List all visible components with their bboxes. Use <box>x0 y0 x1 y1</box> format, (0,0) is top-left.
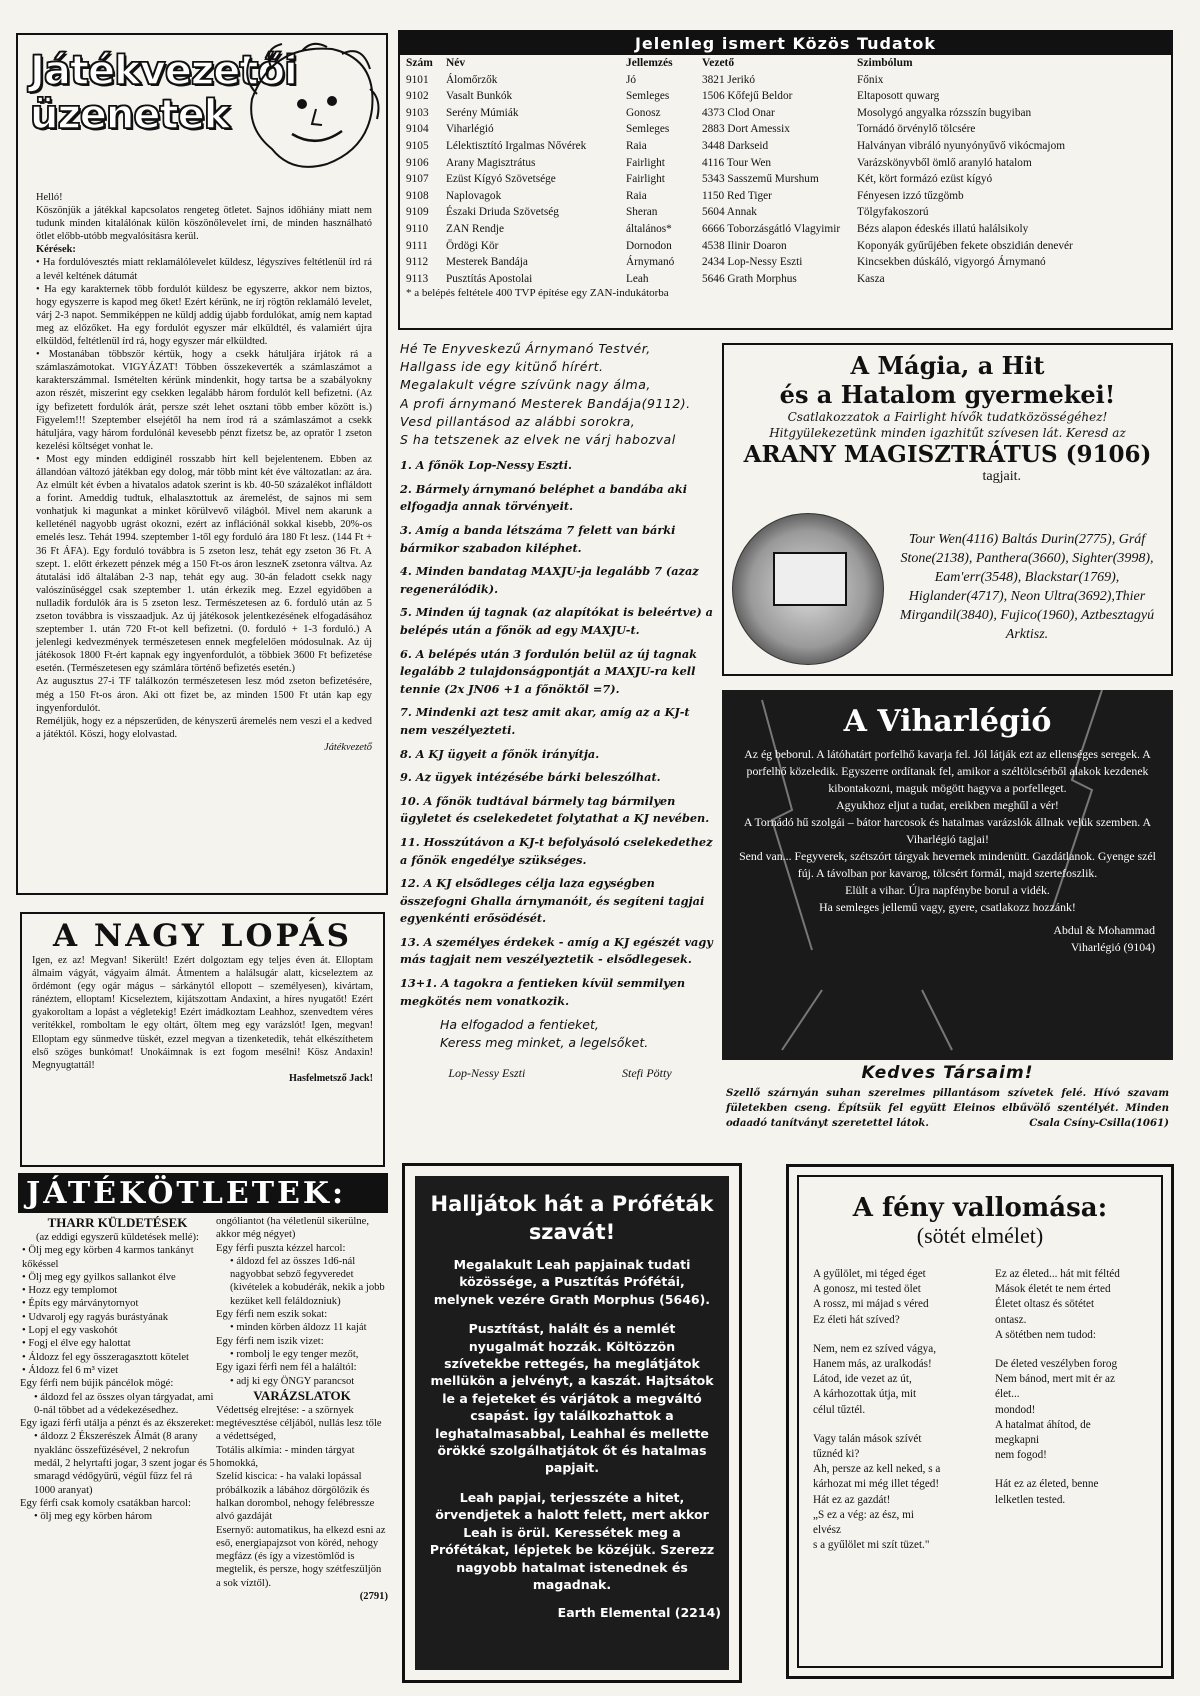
gm-paragraph: • Ha egy karakternek több fordulót küldesz be egyszerre, akkor nem biztos, hogy egyszerre is kapod meg őket! Ezért kérünk, ne írj rögtön reklamáló levelet, várj 2-3 napot. Semmiképpen ne küldj addig újabb fordulókat, amíg nem kaptad meg az előzőket. Ha egy fordulót egyszer már elküldtél, és valamiért újra elküldöd, feltétlenül írd rá, hogy egyszer már elküldted. <box>36 283 372 348</box>
great-theft-box <box>20 912 385 1167</box>
game-idea-line: (2791) <box>359 1591 388 1603</box>
gm-paragraph: Helló! <box>36 192 63 203</box>
light-confession-frame <box>797 1175 1163 1668</box>
column-header: Szimbólum <box>857 57 913 69</box>
great-theft-signature: Hasfelmetsző Jack! <box>288 1072 373 1084</box>
magistrate-members-label: tagjait. <box>982 469 1021 484</box>
table-cell: Pusztítás Apostolai <box>446 272 533 285</box>
table-cell: Kincsekben dúskáló, vigyorgó Árnymanó <box>857 256 1046 269</box>
game-idea-line: • Ölj meg egy körben 4 karmos tankányt kőkéssel <box>22 1245 194 1270</box>
game-idea-line: • áldozd fel az összes 1d6-nál nagyobbat sebző fegyveredet (kivételek a kobudérák, nekik a jobb kezüket kell feláldozniuk) <box>230 1255 385 1307</box>
poem-line: Vagy talán mások szívét <box>813 1432 922 1445</box>
storm-legion-text <box>722 740 1173 922</box>
table-cell: Naplovagok <box>446 189 502 202</box>
table-cell: Eltaposott quwarg <box>857 90 940 103</box>
poem-line: mondod! <box>995 1403 1036 1416</box>
table-cell: Leah <box>626 272 649 285</box>
poem-line: nem fogod! <box>995 1449 1047 1462</box>
poem-line: s a gyűlölet mi szít tüzet." <box>813 1539 930 1552</box>
poem-line: Hát ez az életed, benne <box>995 1478 1099 1491</box>
table-cell: Mosolygó angyalka rózsszín bugyiban <box>857 106 1032 119</box>
dear-companions-signature: Csala Csíny-Csilla(1061) <box>1029 1117 1169 1129</box>
dear-companions-body <box>722 1084 1173 1133</box>
poem-line: Mások életét te nem érted <box>995 1283 1111 1296</box>
table-cell: Fairlight <box>626 173 665 186</box>
poem-line: élet... <box>995 1388 1020 1401</box>
band-rule: 2. Bármely árnymanó beléphet a bandába aki elfogadja annak törvényeit. <box>400 481 687 514</box>
column-header: Vezető <box>702 57 735 69</box>
table-row <box>406 155 1167 172</box>
gm-signature: Játékvezető <box>324 741 372 753</box>
game-idea-line: Egy igazi férfi utálja a pénzt és az ékszereket: <box>20 1418 215 1430</box>
band-rule: 7. Mindenki azt tesz amit akar, amíg az a KJ-t nem veszélyezteti. <box>400 705 690 737</box>
magistrate-name: ARANY MAGISZTRÁTUS (9106) <box>743 441 1152 468</box>
table-row <box>406 88 1167 105</box>
magistrate-title-line1: A Mágia, a Hit <box>850 351 1045 380</box>
table-cell: Jó <box>626 73 637 86</box>
gm-requests-heading: Kérések: <box>36 244 76 256</box>
game-idea-line: • Fogj el élve egy halottat <box>22 1338 131 1350</box>
game-idea-line: • Áldozz fel 6 m³ vizet <box>22 1364 119 1376</box>
game-idea-line: Védettség elrejtése: - a szörnyek megtévesztése céljából, nullás lesz tőle a védettséged, <box>216 1404 382 1443</box>
band-rule: 5. Minden új tagnak (az alapítókat is beleértve) a belépés után a főnök ad egy MAXJU-t. <box>400 605 713 637</box>
game-idea-line: VARÁZSLATOK <box>253 1387 351 1403</box>
game-idea-line: (az eddigi egyszerű küldetések mellé): <box>36 1232 199 1243</box>
table-cell: 2883 Dort Amessix <box>702 123 790 136</box>
poem-subtitle: (sötét elmélet) <box>916 1223 1044 1248</box>
gm-paragraph: • Ha fordulóvesztés miatt reklamálólevelet küldesz, légyszíves feltétlenül írd rá a levél keltének dátumát <box>36 257 372 282</box>
stanza-gap <box>995 1463 1155 1477</box>
poem-line: A gonosz, mi tested ölet <box>813 1283 921 1296</box>
table-row <box>406 204 1167 221</box>
prophets-text <box>415 1256 729 1593</box>
collective-minds-title: Jelenleg ismert Közös Tudatok <box>400 32 1171 55</box>
table-cell: Semleges <box>626 90 670 103</box>
table-cell: Viharlégió <box>446 123 494 136</box>
prophets-title-line: szavát! <box>528 1220 616 1244</box>
game-idea-line: ongóliantot (ha véletlenül sikerülne, akkor még négyet) <box>216 1216 369 1241</box>
game-idea-line: • Lopj el egy vaskohót <box>22 1325 118 1337</box>
wizard-portrait-icon <box>232 39 382 179</box>
game-idea-line: Egy igazi férfi nem fél a haláltól: <box>216 1362 357 1374</box>
column-header: Név <box>446 57 466 69</box>
table-cell: Arany Magisztrátus <box>446 156 536 169</box>
gm-paragraph: Reméljük, hogy ez a népszerűden, de kényszerű áremelés nem veszi el a kedved a játéktól. Köszi, hogy elolvastad. <box>36 715 372 740</box>
game-idea-line: Egy férfi nem iszik vizet: <box>216 1335 324 1347</box>
band-rule: 4. Minden bandatag MAXJU-ja legalább 7 (azaz regenerálódik). <box>400 564 699 596</box>
spellbook-emblem-icon <box>732 513 884 665</box>
signature: Lop-Nessy Eszti <box>448 1066 526 1081</box>
storm-legion-paragraph: A Tornádó hű szolgái – bátor harcosok és hatalmas varázslók állnak velük szemben. A Viharlégió tagjai! <box>743 815 1152 846</box>
intro-line: Megalakult végre szívünk nagy álma, <box>400 377 651 393</box>
prophets-paragraph: Megalakult Leah papjainak tudati közössége, a Pusztítás Prófétái, melynek vezére Grath Morphus (5646). <box>433 1257 711 1307</box>
poem-line: A sötétben nem tudod: <box>995 1328 1096 1341</box>
table-cell: Raia <box>626 139 647 152</box>
poem-line: Nem bánod, mert mit ér az <box>995 1373 1115 1386</box>
poem-title: A fény vallomása: <box>852 1193 1108 1223</box>
thieves-band-intro <box>400 340 720 449</box>
intro-line: A profi árnymanó Mesterek Bandája(9112). <box>400 395 691 411</box>
game-idea-line: • ölj meg egy körben három <box>34 1511 153 1523</box>
table-cell: 1506 Kőfejű Beldor <box>702 90 793 103</box>
game-ideas-column-1 <box>20 1215 215 1685</box>
column-header: Szám <box>406 57 433 69</box>
poem-line: Hát ez az gazdát! <box>813 1493 891 1506</box>
prophets-ad <box>402 1163 742 1683</box>
game-idea-line: • rombolj le egy tenger mezőt, <box>230 1348 359 1360</box>
table-cell: 9112 <box>406 256 429 269</box>
table-cell: 5343 Sasszemű Murshum <box>702 173 819 186</box>
poem-line: Ez az életed... hát mit féltéd <box>995 1268 1120 1280</box>
table-cell: Raia <box>626 189 647 202</box>
band-rule: 1. A főnök Lop-Nessy Eszti. <box>400 458 572 473</box>
thieves-band-rules <box>400 457 720 1010</box>
intro-line: Vesd pillantásod az alábbi sorokra, <box>400 413 636 429</box>
table-cell: 4538 Ilinir Doaron <box>702 239 787 252</box>
table-cell: 9103 <box>406 106 429 119</box>
golden-magistrate-ad <box>722 343 1173 676</box>
table-cell: Bézs alapon édeskés illatú halálsikoly <box>857 222 1029 235</box>
dear-companions-text: Szellő szárnyán suhan szerelmes pillantásom szívetek felé. Hívó szavam fületekben cseng. Építsük fel együtt Eleinos elbűvölő szentélyét. Minden odaadó tanítványt szeretettel látok. <box>726 1087 1169 1129</box>
poem-column-2 <box>995 1267 1155 1508</box>
table-row <box>406 171 1167 188</box>
storm-legion-ad <box>722 690 1173 1060</box>
gm-paragraph: Az augusztus 27-i TF találkozón természetesen lesz mód zseton befizetésére, még a 150 Ft-os áron. Aki ott fizet be, az minden 1500 Ft után kap egy ingyenfordulót. <box>36 676 372 714</box>
intro-line: S ha tetszenek az elvek ne várj habozval <box>400 432 676 448</box>
gm-header <box>18 35 386 171</box>
magistrate-members: Tour Wen(4116) Baltás Durin(2775), Gráf Stone(2138), Panthera(3660), Sighter(3998), Eam'err(3548), Blackstar(1769), Higlander(4717), Neon Ultra(3692),Thier Mirgandil(3840), Fujico(1960), Aztbesztagyú Arktisz. <box>899 532 1155 642</box>
outro-line: Keress meg minket, a legelsőket. <box>440 1035 649 1051</box>
table-cell: ZAN Rendje <box>446 222 505 235</box>
signature: Stefi Pötty <box>622 1066 672 1081</box>
band-rule: 10. A főnök tudtával bármely tag bármilyen ügyletet és cselekedetet folytathat a KJ nevében. <box>400 793 710 826</box>
great-theft-title: A NAGY LOPÁS <box>53 918 352 954</box>
poem-line: kárhozat mi még illet téged! <box>813 1478 940 1491</box>
table-cell: Fényesen izzó tűzgömb <box>857 189 964 202</box>
table-body <box>406 72 1167 288</box>
table-cell: Koponyák gyűrűjében fekete obszidián denevér <box>857 239 1073 252</box>
table-cell: 5646 Grath Morphus <box>702 272 797 285</box>
intro-line: Hé Te Enyveskezű Árnymanó Testvér, <box>400 341 651 356</box>
table-row <box>406 121 1167 138</box>
table-cell: Fairlight <box>626 156 665 169</box>
great-theft-text: Igen, ez az! Megvan! Sikerült! Ezért dolgoztam egy teljes éven át. Elloptam álmaim vágyát, vágyaim álmát. Átmentem a halálsugár alatt, kicseleztem az őrdémont (egy ogár mágus – sárkánytól ellopott – személyesen), kivártam, ránéztem, elloptam! Kicseleztem, kijátszottam Andaxint, a híres nyugatőt! Ezért gyakoroltam a lopást a végletekig! Ezért imádkoztam Leahhoz, szenvedtem véres verítékkel, romboltam le egy oltárt, öltem meg egy varázslót! Igen, megvan! Elloptam egy sünmedve tüskét, ezzel megvan a tizenketedik, tehát elkészíthetem első szöges bunkómat! Unokáimnak is ezt fogom mesélni! Kösz Andaxin! Megnyugtattál! <box>32 955 373 1071</box>
outro-line: Ha elfogadod a fentieket, <box>440 1017 599 1033</box>
table-row <box>406 72 1167 89</box>
band-rule: 6. A belépés után 3 fordulón belül az új tagnak legalább 2 tulajdonságpontját a MAXJU-ra kell tennie (2x JN06 +1 a főnöktől =7). <box>400 646 698 696</box>
table-cell: Dornodon <box>626 239 672 252</box>
poem-line: ontasz. <box>995 1313 1027 1326</box>
poem-line: tűznéd ki? <box>813 1448 860 1461</box>
band-rule: 9. Az ügyek intézésébe bárki beleszólhat. <box>400 770 661 785</box>
table-row <box>406 188 1167 205</box>
storm-legion-paragraph: Agyukhoz eljut a tudat, ereikben meghűl a vér! <box>836 798 1059 812</box>
table-cell: Halványan vibráló nyunyónyűvő vikócmajom <box>857 139 1066 152</box>
prophets-signature: Earth Elemental (2214) <box>557 1605 721 1621</box>
table-cell: Főnix <box>857 73 884 86</box>
game-idea-line: Egy férfi nem bújik páncélok mögé: <box>20 1378 174 1390</box>
poem-line: lelketlen tested. <box>995 1493 1066 1506</box>
game-idea-line: • minden körben áldozz 11 kaját <box>230 1322 367 1334</box>
game-idea-line: • Udvarolj egy ragyás burástyának <box>22 1311 169 1323</box>
table-cell: 6666 Toborzásgátló Vlagyimir <box>702 222 841 235</box>
poem-line: Nem, nem ez szíved vágya, <box>813 1342 937 1355</box>
table-cell: Vasalt Bunkók <box>446 90 513 103</box>
poem-line: De életed veszélyben forog <box>995 1358 1118 1371</box>
table-cell: 9106 <box>406 156 429 169</box>
table-cell: Gonosz <box>626 106 661 119</box>
game-idea-line: • áldozd fel az összes olyan tárgyadat, ami 0-nál többet ad a védekezésedhez. <box>34 1391 214 1416</box>
game-ideas-title: JÁTÉKÖTLETEK: <box>18 1173 388 1213</box>
table-cell: Tölgyfakoszorú <box>857 206 929 219</box>
table-cell: Kasza <box>857 272 885 285</box>
intro-line: Hallgass ide egy kitünő hírért. <box>400 359 604 375</box>
table-cell: Tornádó örvénylő tölcsére <box>857 123 976 136</box>
storm-legion-paragraph: Az ég beborul. A látóhatárt porfelhő kavarja fel. Jól látják ezt az ellenséges seregek. A porfelhő közeledik. Egyszerre ordítanak fel, amikor a széltölcsérből alakok kezdenek kibontakozni, maguk mögött hagyva a porfelleget. <box>744 747 1151 795</box>
table-row <box>406 221 1167 238</box>
game-idea-line: • Építs egy márványtornyot <box>22 1298 139 1310</box>
poem-line: célul tűztél. <box>813 1403 866 1416</box>
table-cell: Serény Múmiák <box>446 106 519 119</box>
prophets-title-line: Halljátok hát a Próféták <box>430 1192 714 1216</box>
game-idea-line: Esernyő: automatikus, ha elkezd esni az eső, energiapajzsot von köréd, nehogy megfázz (és így a vizestömlőd is megtelik, és persze, hogy szétfeszüljön a sok víztől). <box>216 1524 386 1589</box>
table-cell: 9111 <box>406 239 428 252</box>
table-cell: 9107 <box>406 173 429 186</box>
storm-legion-signature: Abdul & Mohammad <box>1053 923 1155 937</box>
collective-minds-table-box <box>398 30 1173 330</box>
game-idea-line: Egy férfi nem eszik sokat: <box>216 1309 328 1321</box>
prophets-paragraph: Leah papjai, terjesszéte a hitet, örvendjetek a halott felett, mert akkor Leah is örül. Keressétek meg a Prófétákat, lépjetek be közéjük. Szerezz nagyobb hatalmat istenednek és magadnak. <box>429 1489 715 1592</box>
collective-minds-table <box>406 55 1167 287</box>
band-rule: 12. A KJ elsődleges célja laza egységben összefogni Ghalla árnymanóit, és segíteni tagjai egyenkénti erősödését. <box>400 876 705 926</box>
magistrate-invite: Csatlakozzatok a Fairlight hívők tudatközösségéhez! <box>787 410 1108 424</box>
game-ideas-column-2 <box>216 1215 388 1685</box>
prophets-paragraph: Pusztítást, halált és a nemlét nyugalmát hozzák. Költözzön szívetekbe rettegés, ha meglátjátok mellükön a jelvényt, a kaszát. Hajtsátok le a fejeteket és várjátok a megváltó csapást. Így találkozhattok a leghatalmasabbal, Leahhal és mellette örökké szolgálhatjátok őt és hatalmas papjait. <box>430 1321 714 1476</box>
poem-line: Ez életi hát szíved? <box>813 1313 900 1326</box>
dear-companions-title: Kedves Társaim! <box>861 1063 1034 1083</box>
stanza-gap <box>813 1328 983 1342</box>
column-header: Jellemzés <box>626 57 673 69</box>
poem-line: A rossz, mi májad s véred <box>813 1298 929 1311</box>
gm-title-line1: Játékvezetői <box>30 48 297 94</box>
thieves-band-signatures <box>400 1066 720 1081</box>
table-cell: Ezüst Kígyó Szövetsége <box>446 173 556 186</box>
gm-paragraph: Köszönjük a játékkal kapcsolatos rengeteg ötletet. Sajnos időhiány miatt nem tudunk minden kitalálónak külön köszönőlevelet írni, de minden használható ötlet előbb-utóbb megvalósításra kerül. <box>36 205 372 243</box>
table-cell: 9105 <box>406 139 429 152</box>
gm-paragraph: • Mostanában többször kértük, hogy a csekk hátuljára írjátok rá a számlaszámotokat. VIGYÁZAT! Többen összekeverték a számlaszámot a karakterszámmal. Ismételten kérünk mindenkit, hogy tartsa be a szabályokny azon részét, miszerint egy csekken legalább három fordulót kell befizetni. (Az így befizetett fordulók árát, persze szét lehet osztani több ember között is.) Figyelem!!! Szeptember elsejétől ha nem írod rá a számlaszámot a csekk hátuljára, vagy három fordulónál kevesebb pénzt fizetsz be, az opratör 1 zseton kezelési költséget vonhat le. <box>36 349 372 452</box>
band-rule: 11. Hosszútávon a KJ-t befolyásoló cselekedethez a főnök engedélye szükséges. <box>400 834 713 867</box>
table-cell: Sheran <box>626 206 658 219</box>
table-cell: 9109 <box>406 206 429 219</box>
table-cell: 3821 Jerikó <box>702 73 756 86</box>
table-cell: 9113 <box>406 272 429 285</box>
poem-line: A hatalmat áhítod, de <box>995 1418 1091 1431</box>
thieves-band-article <box>400 340 720 1120</box>
table-row <box>406 271 1167 288</box>
table-cell: 9101 <box>406 73 429 86</box>
poem-line: „S ez a vég: az ész, mi <box>813 1508 914 1521</box>
band-rule: 13. A személyes érdekek - amíg a KJ egészét vagy más tagjait nem veszélyeztetik - elsődlegesek. <box>400 934 713 967</box>
storm-legion-title: A Viharlégió <box>843 704 1052 739</box>
thieves-band-outro <box>400 1016 720 1052</box>
table-cell: Északi Driuda Szövetség <box>446 206 559 219</box>
gm-messages-box <box>16 33 388 895</box>
poem-line: Látod, ide vezet az út, <box>813 1373 912 1386</box>
table-row <box>406 254 1167 271</box>
great-theft-body <box>22 954 383 1085</box>
poem-line: megkapni <box>995 1434 1040 1447</box>
table-cell: Lélektisztító Irgalmas Nővérek <box>446 139 587 152</box>
table-cell: 4116 Tour Wen <box>702 156 772 169</box>
poem-line: A kárhozottak útja, mit <box>813 1388 917 1401</box>
game-idea-line: • Ölj meg egy gyilkos sallankot élve <box>22 1271 176 1283</box>
light-confession-poem <box>786 1164 1174 1679</box>
magistrate-welcome: Hitgyülekezetünk minden igazhitűt szívesen lát. Keresd az <box>769 426 1126 440</box>
band-rule: 3. Amíg a banda létszáma 7 felett van bárki bármikor szabadon kiléphet. <box>400 523 676 555</box>
table-cell: 4373 Clod Onar <box>702 106 775 119</box>
table-row <box>406 105 1167 122</box>
table-cell: Semleges <box>626 123 670 136</box>
magistrate-title-line2: és a Hatalom gyermekei! <box>779 380 1116 409</box>
table-cell: 5604 Annak <box>702 206 757 219</box>
gm-paragraph: • Most egy minden eddiginél rosszabb hírt kell bejelentenem. Ebben az állandóan változó játékban egy dolog, már több mint két éve változatlan: az ára. Az elmúlt két évben a hivatalos adatok szerint is kb. 40-50 százalékot infláldott a forint. Ameddig tudtuk, elhalasztottuk az áremelést, de sajnos mi sem vonhatjuk ki magunkat a minket körülvevő világból. Mivel nem akarunk a kelleténél nagyobb ugrást okozni, ezért az inflációnál sokkal kisebb, 20%-os emelés lesz. Tehát 1994. szeptember 1-től egy forduló ára 180 Ft lesz. (144 Ft + 36 Ft ÁFA). Egy forduló továbbra is 5 zseton lesz, tehát egy zseton 36 Ft. A szept. 1. előtt érkezett pénzek még a 150 Ft-os áron leszneK zsetonra váltva. Az átutalási idő általában 2-3 nap, tehát egy aug. 30-án feladott csekk nagy valószínűséggel csak szeptember 1. után érkezik meg. Ezzel egyidőben a nulladik fordulók ára is 5 zseton lesz. Természetesen az 6. forduló után az 5 zseton továbbra is visszaadjuk. Az új játékosok jelentkezésének elfogadásához szeptember 1. után 720 Ft-ot kell befizetni. (0. forduló + 1-3 forduló.) A jelenlegi kedvezmények természetesen ennek megfelelően módosulnak. Az új játékosok 1800 Ft-ért kapnak egy ingyenfordulót, a többiek 3600 Ft befizetése esetén. (Természetesen egy számlára történő befizetés esetén.) <box>36 453 372 675</box>
table-cell: 3448 Darkseid <box>702 139 769 152</box>
table-cell: Mesterek Bandája <box>446 256 528 269</box>
stanza-gap <box>813 1418 983 1432</box>
stanza-gap <box>995 1343 1155 1357</box>
table-cell: 9102 <box>406 90 429 103</box>
table-cell: 2434 Lop-Nessy Eszti <box>702 256 803 269</box>
table-cell: Két, kört formázó ezüst kígyó <box>857 173 993 186</box>
table-cell: 9108 <box>406 189 429 202</box>
prophets-title <box>415 1176 729 1246</box>
storm-legion-signature: Viharlégió (9104) <box>1070 940 1155 954</box>
storm-legion-paragraph: Ha semleges jellemű vagy, gyere, csatlakozz hozzánk! <box>819 900 1076 914</box>
table-cell: általános* <box>626 222 672 235</box>
poem-line: Ah, persze az kell neked, s a <box>813 1463 941 1476</box>
poem-line: Életet oltasz és sötétet <box>995 1298 1095 1311</box>
band-rule: 8. A KJ ügyeit a főnök irányítja. <box>400 746 600 761</box>
table-row <box>406 138 1167 155</box>
game-idea-line: Szelíd kiscica: - ha valaki lopással próbálkozik a lábához dörgölőzik és halkan dorombol, nehogy felébressze alvó gazdáját <box>216 1471 375 1523</box>
game-idea-line: THARR KÜLDETÉSEK <box>47 1215 188 1230</box>
game-idea-line: • Hozz egy templomot <box>22 1285 118 1297</box>
poem-line: A gyűlölet, mi téged éget <box>813 1268 926 1280</box>
game-idea-line: • Áldozz fel egy összeragasztott kötelet <box>22 1351 189 1363</box>
game-idea-line: • adj ki egy ÖNGY parancsot <box>230 1375 355 1387</box>
table-row <box>406 238 1167 255</box>
band-rule: 13+1. A tagokra a fentieken kívül semmilyen megkötés nem vonatkozik. <box>400 976 686 1008</box>
table-cell: 1150 Red Tiger <box>702 189 772 202</box>
game-idea-line: Egy férfi puszta kézzel harcol: <box>216 1242 346 1254</box>
dear-companions-note <box>722 1062 1173 1142</box>
table-cell: 9104 <box>406 123 429 136</box>
gm-body <box>18 171 386 754</box>
poem-column-1 <box>813 1267 983 1553</box>
table-cell: Árnymanó <box>626 256 675 269</box>
table-footnote: * a belépés feltétele 400 TVP építése egy ZAN-indukátorba <box>406 287 669 300</box>
gm-title-line2: üzenetek <box>30 92 230 138</box>
table-header-row <box>406 55 1167 72</box>
storm-legion-paragraph: Send van... Fegyverek, szétszórt tárgyak hevernek mindenütt. Gazdátlanok. Gyenge szél fúj. A távolban por kavarog, tölcsért formál, majd szertefoszlik. <box>739 849 1156 880</box>
game-ideas-header <box>18 1173 388 1213</box>
storm-legion-paragraph: Elült a vihar. Újra napfénybe borul a vidék. <box>845 883 1050 897</box>
game-idea-line: Totális alkímia: - minden tárgyat homokká, <box>216 1444 355 1470</box>
poem-line: elvész <box>813 1524 841 1537</box>
game-idea-line: • áldozz 2 Ékszerészek Álmát (8 arany nyaklánc összefűzésével, 2 nekrofun medál, 2 helyrtafti jogar, 3 szent jogar és 5 smaragd védőgyűrű, végül fűzz fel rá 1000 aranyat) <box>34 1431 215 1496</box>
poem-line: Hanem más, az uralkodás! <box>813 1358 932 1371</box>
table-cell: Ördögi Kör <box>446 239 499 252</box>
game-idea-line: Egy férfi csak komoly csatákban harcol: <box>20 1497 191 1509</box>
table-cell: Varázskönyvből ömlő aranyló hatalom <box>857 156 1032 169</box>
table-cell: 9110 <box>406 222 429 235</box>
prophets-ad-panel <box>415 1176 729 1670</box>
table-cell: Álomőrzők <box>446 73 498 86</box>
